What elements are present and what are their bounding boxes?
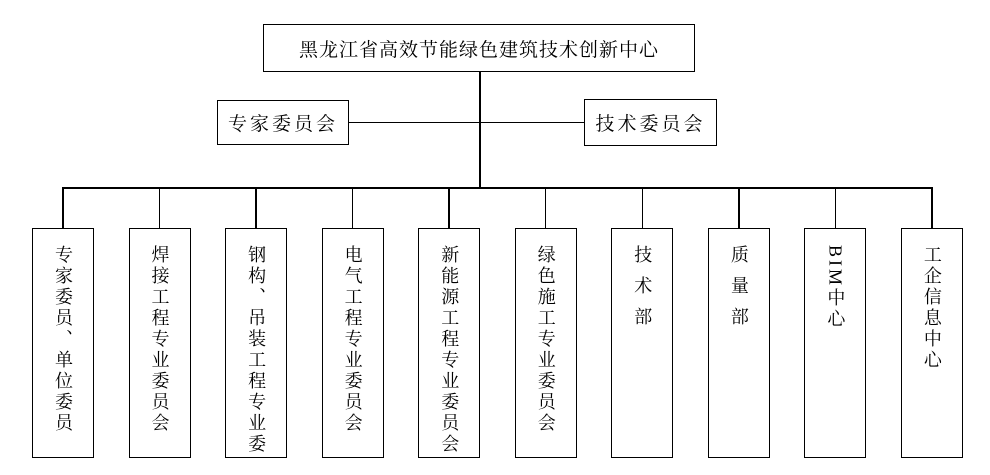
department-label: 钢构、吊装工程专业委 [246,245,267,455]
department-drop-connector [159,187,161,228]
department-node [225,228,287,458]
department-drop-connector [448,187,450,228]
department-label: 绿色施工专业委员会 [535,245,556,434]
department-drop-connector [352,187,354,228]
department-cell [708,187,770,459]
committee-node-technical [584,99,717,146]
department-label: 质量部 [728,245,749,338]
department-node [901,228,963,458]
department-drop-connector [255,187,257,228]
department-node [322,228,384,458]
department-cell [611,187,673,459]
department-node [32,228,94,458]
root-node [263,24,695,72]
department-node [515,228,577,458]
department-label: 工企信息中心 [921,245,942,371]
department-cell [129,187,191,459]
department-label: 新能源工程专业委员会 [439,245,460,455]
department-cell [418,187,480,459]
department-cell [225,187,287,459]
department-cell [804,187,866,459]
department-bus-connector [63,187,933,189]
department-label: 焊接工程专业委员会 [149,245,170,434]
department-drop-connector [62,187,64,228]
root-node-label: 黑龙江省高效节能绿色建筑技术创新中心 [298,39,659,61]
department-cell [515,187,577,459]
committee-node-expert [217,100,349,145]
department-node [129,228,191,458]
department-cell [901,187,963,459]
department-node [611,228,673,458]
department-row [32,187,963,459]
department-drop-connector [835,187,837,228]
department-node [804,228,866,458]
department-node [708,228,770,458]
root-vertical-connector [479,72,481,189]
department-drop-connector [738,187,740,228]
department-cell [322,187,384,459]
department-label: 电气工程专业委员会 [342,245,363,434]
department-label: 技术部 [632,245,653,338]
committee-label: 专家委员会 [227,114,338,135]
department-drop-connector [545,187,547,228]
department-node [418,228,480,458]
committee-horizontal-connector [349,122,584,124]
department-drop-connector [931,187,933,228]
department-label: BIM中心 [825,245,846,331]
committee-label: 技术委员会 [595,114,706,135]
department-drop-connector [642,187,644,228]
department-label: 专家委员、单位委员 [53,245,73,434]
department-cell [32,187,94,459]
